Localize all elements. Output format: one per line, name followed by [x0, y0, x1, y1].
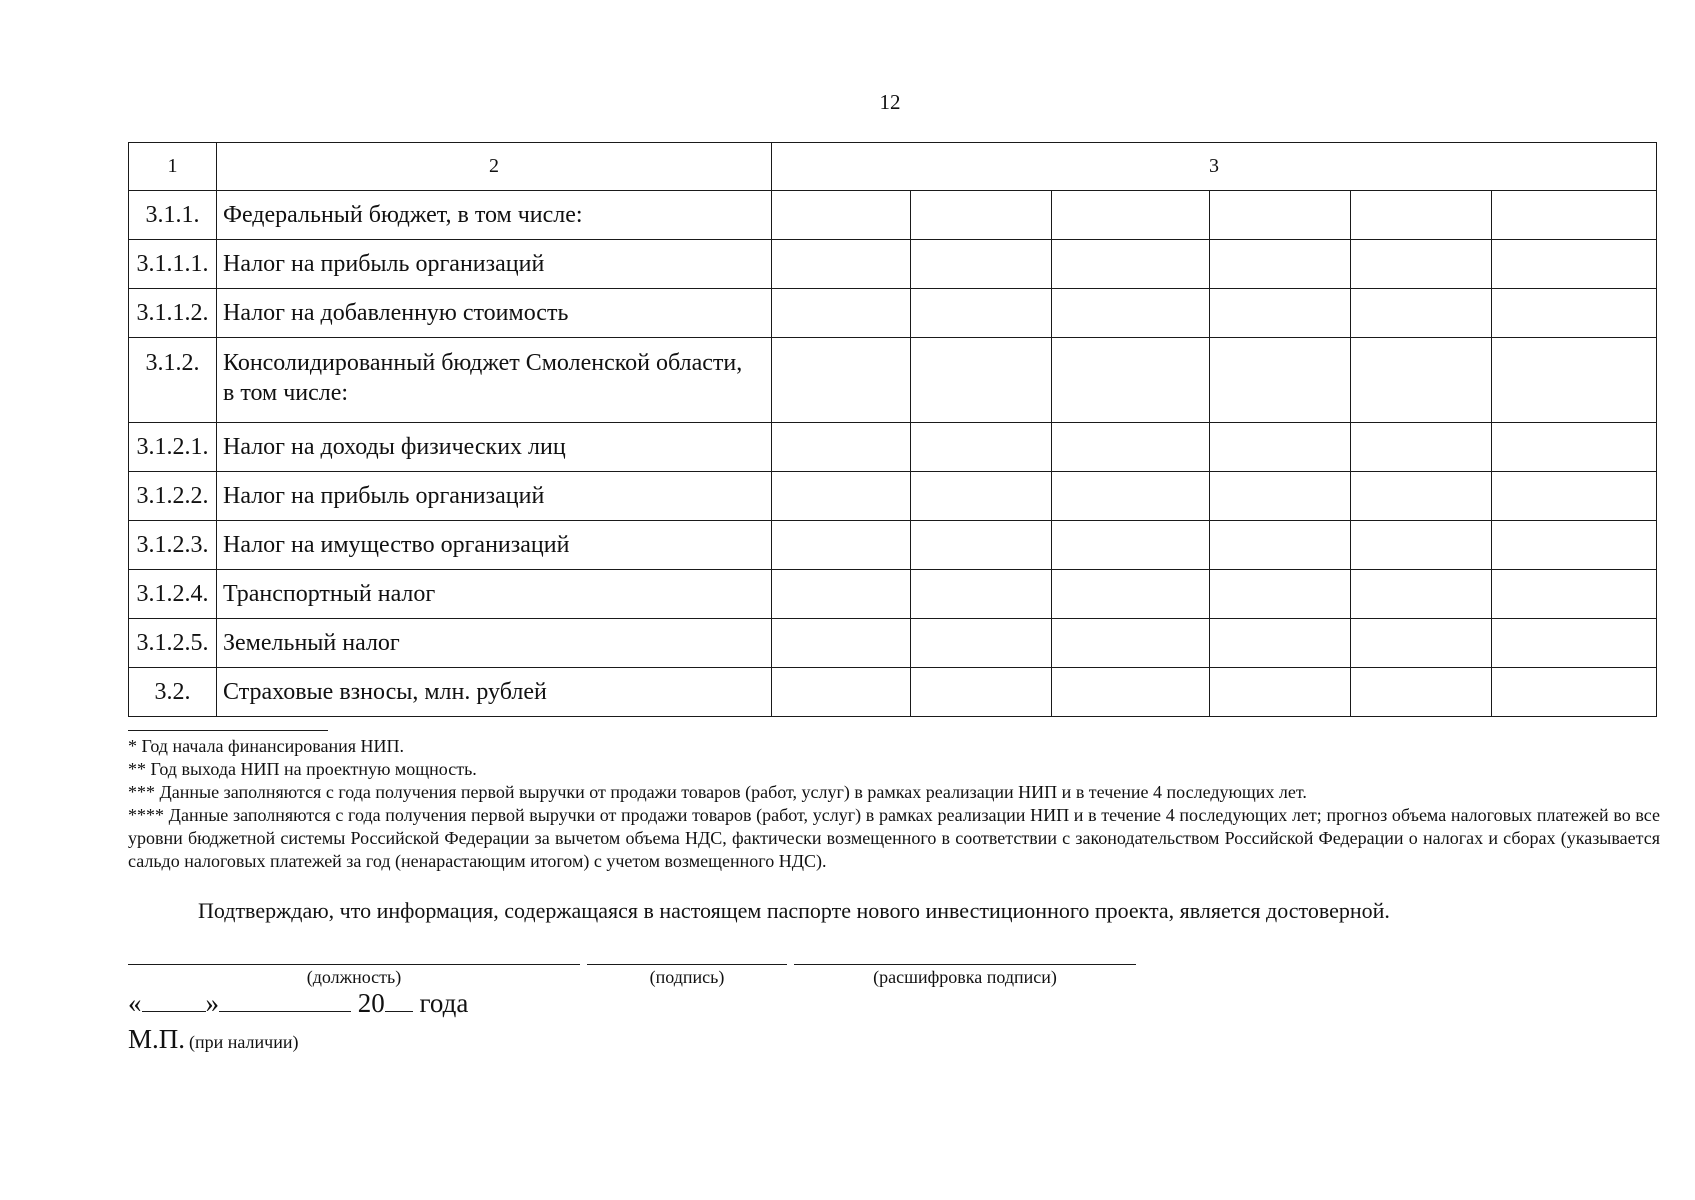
value-cell[interactable]	[1210, 289, 1351, 338]
value-cell[interactable]	[911, 619, 1052, 668]
month-blank[interactable]	[219, 989, 351, 1012]
row-name: Страховые взносы, млн. рублей	[217, 668, 772, 717]
value-cell[interactable]	[772, 240, 911, 289]
table-row	[129, 423, 1657, 472]
row-name: Федеральный бюджет, в том числе:	[217, 191, 772, 240]
value-cell[interactable]	[911, 570, 1052, 619]
row-number: 3.1.1.	[129, 191, 217, 240]
value-cell[interactable]	[1052, 423, 1210, 472]
value-cell[interactable]	[1492, 240, 1657, 289]
value-cell[interactable]	[911, 423, 1052, 472]
value-cell[interactable]	[1052, 289, 1210, 338]
value-cell[interactable]	[911, 240, 1052, 289]
value-cell[interactable]	[1351, 472, 1492, 521]
row-number: 3.1.2.3.	[129, 521, 217, 570]
table-row	[129, 570, 1657, 619]
stamp-note: (при наличии)	[189, 1032, 299, 1052]
date-line	[128, 988, 468, 1019]
row-name-line-2: в том числе:	[223, 380, 349, 406]
table-row	[129, 240, 1657, 289]
tax-payments-table	[128, 142, 1657, 717]
value-cell[interactable]	[772, 570, 911, 619]
value-cell[interactable]	[772, 289, 911, 338]
row-name-line-1: Консолидированный бюджет Смоленской области,	[223, 350, 743, 376]
table-header-row	[129, 143, 1657, 191]
value-cell[interactable]	[1351, 521, 1492, 570]
open-quote: «	[128, 988, 142, 1018]
value-cell[interactable]	[772, 668, 911, 717]
footnote-1: * Год начала финансирования НИП.	[128, 736, 405, 756]
value-cell[interactable]	[1210, 423, 1351, 472]
value-cell[interactable]	[1052, 472, 1210, 521]
value-cell[interactable]	[1351, 668, 1492, 717]
page-number: 12	[879, 90, 901, 114]
row-name: Налог на имущество организаций	[217, 521, 772, 570]
value-cell[interactable]	[1210, 191, 1351, 240]
value-cell[interactable]	[1492, 191, 1657, 240]
footnote-3: *** Данные заполняются с года получения первой выручки от продажи товаров (работ, услуг) в рамках реализации НИП и в течение 4 последующих лет.	[128, 782, 1307, 802]
row-number: 3.1.2.2.	[129, 472, 217, 521]
value-cell[interactable]	[772, 521, 911, 570]
value-cell[interactable]	[1492, 521, 1657, 570]
value-cell[interactable]	[1492, 668, 1657, 717]
row-name: Налог на прибыль организаций	[217, 472, 772, 521]
footnotes	[128, 735, 1660, 873]
row-number: 3.1.2.	[129, 338, 217, 423]
row-name: Налог на добавленную стоимость	[217, 289, 772, 338]
position-label: (должность)	[306, 967, 402, 987]
value-cell[interactable]	[1052, 240, 1210, 289]
value-cell[interactable]	[911, 338, 1052, 423]
value-cell[interactable]	[1052, 570, 1210, 619]
value-cell[interactable]	[1492, 423, 1657, 472]
value-cell[interactable]	[911, 521, 1052, 570]
value-cell[interactable]	[1351, 423, 1492, 472]
stamp-label: М.П.	[128, 1024, 186, 1054]
footnote-2: ** Год выхода НИП на проектную мощность.	[128, 759, 477, 779]
year-prefix: 20	[357, 988, 385, 1018]
row-name: Налог на прибыль организаций	[217, 240, 772, 289]
value-cell[interactable]	[1351, 240, 1492, 289]
value-cell[interactable]	[1052, 191, 1210, 240]
value-cell[interactable]	[1210, 338, 1351, 423]
stamp-placeholder	[128, 1024, 298, 1055]
header-col-2: 2	[217, 143, 772, 191]
value-cell[interactable]	[1210, 668, 1351, 717]
value-cell[interactable]	[1052, 521, 1210, 570]
close-quote: »	[205, 988, 219, 1018]
value-cell[interactable]	[772, 423, 911, 472]
value-cell[interactable]	[1351, 619, 1492, 668]
value-cell[interactable]	[911, 472, 1052, 521]
row-name	[217, 338, 772, 423]
value-cell[interactable]	[772, 472, 911, 521]
value-cell[interactable]	[1210, 619, 1351, 668]
row-number: 3.1.1.1.	[129, 240, 217, 289]
value-cell[interactable]	[1492, 570, 1657, 619]
signature-decoding-line[interactable]	[794, 964, 1136, 965]
row-number: 3.1.2.1.	[129, 423, 217, 472]
year-blank[interactable]	[385, 989, 413, 1012]
value-cell[interactable]	[1351, 338, 1492, 423]
day-blank[interactable]	[142, 989, 206, 1012]
value-cell[interactable]	[772, 338, 911, 423]
signature-line[interactable]	[587, 964, 787, 965]
year-suffix: года	[419, 988, 469, 1018]
value-cell[interactable]	[1492, 338, 1657, 423]
position-line[interactable]	[128, 964, 580, 965]
value-cell[interactable]	[1351, 191, 1492, 240]
table-row	[129, 338, 1657, 423]
table-row	[129, 668, 1657, 717]
value-cell[interactable]	[911, 191, 1052, 240]
table-row	[129, 191, 1657, 240]
value-cell[interactable]	[1052, 338, 1210, 423]
table-row	[129, 289, 1657, 338]
row-number: 3.1.2.4.	[129, 570, 217, 619]
row-number: 3.1.1.2.	[129, 289, 217, 338]
header-col-1: 1	[129, 143, 217, 191]
row-name: Транспортный налог	[217, 570, 772, 619]
value-cell[interactable]	[911, 668, 1052, 717]
value-cell[interactable]	[1052, 668, 1210, 717]
value-cell[interactable]	[1492, 472, 1657, 521]
value-cell[interactable]	[1210, 570, 1351, 619]
confirmation-statement: Подтверждаю, что информация, содержащаяся в настоящем паспорте нового инвестиционного проекта, является достоверной.	[198, 898, 1390, 923]
value-cell[interactable]	[911, 289, 1052, 338]
signature-decoding-label: (расшифровка подписи)	[873, 967, 1057, 987]
table-row	[129, 619, 1657, 668]
row-name: Земельный налог	[217, 619, 772, 668]
value-cell[interactable]	[1351, 570, 1492, 619]
value-cell[interactable]	[1210, 472, 1351, 521]
footnote-4: **** Данные заполняются с года получения первой выручки от продажи товаров (работ, услуг) в рамках реализации НИП и в течение 4 последующих лет; прогноз объема налоговых платежей во все уровни бюджетной системы Российской Федерации за вычетом объема НДС, фактически возмещенного в соответствии с законодательством Российской Федерации о налогах и сборах (указывается сальдо налоговых платежей за год (ненарастающим итогом) с учетом возмещенного НДС).	[128, 805, 1660, 871]
value-cell[interactable]	[772, 619, 911, 668]
value-cell[interactable]	[1210, 240, 1351, 289]
header-col-3: 3	[772, 143, 1657, 191]
value-cell[interactable]	[772, 191, 911, 240]
row-name: Налог на доходы физических лиц	[217, 423, 772, 472]
value-cell[interactable]	[1210, 521, 1351, 570]
row-number: 3.1.2.5.	[129, 619, 217, 668]
row-number: 3.2.	[129, 668, 217, 717]
value-cell[interactable]	[1052, 619, 1210, 668]
table-row	[129, 521, 1657, 570]
signature-label: (подпись)	[649, 967, 725, 987]
footnote-separator	[128, 730, 328, 731]
value-cell[interactable]	[1492, 289, 1657, 338]
table-row	[129, 472, 1657, 521]
value-cell[interactable]	[1351, 289, 1492, 338]
value-cell[interactable]	[1492, 619, 1657, 668]
